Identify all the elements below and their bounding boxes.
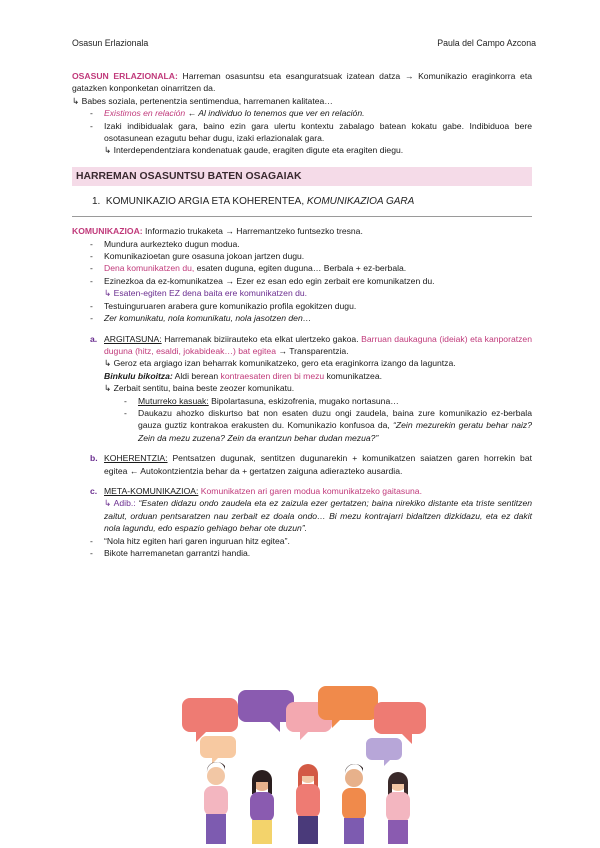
list-item: - Daukazu ahozko diskurtso bat non esaten duzu ongi zaudela, baina zure komunikazio ez-berbala gauza guztiz kontrakoa erakusten du. Komunikazio konfusoa da, “Zein mezurekin geratu behar naiz? Zein da mezu zuzena? Zein da erantzun behar dudan mezua?” <box>72 407 532 444</box>
list-item: - Muturreko kasuak: Bipolartasuna, eskizofrenia, mugako nortasuna… <box>72 395 532 407</box>
list-item: - Zer komunikatu, nola komunikatu, nola jasotzen den… <box>72 312 532 324</box>
list-item: - Testuinguruaren arabera gure komunikazio profila egokitzen dugu. <box>72 300 532 312</box>
list-item: - Komunikazioetan gure osasuna jokoan jartzen dugu. <box>72 250 532 262</box>
speech-bubble-icon <box>374 702 426 744</box>
list-item: - Bikote harremanetan garrantzi handia. <box>72 547 532 559</box>
list-item: - Dena komunikatzen du, esaten duguna, egiten duguna… Berbala + ez-berbala. <box>72 262 532 274</box>
list-item: - Ezinezkoa da ez-komunikatzea → Ezer ez esan edo egin zerbait ere komunikatzen du. ↳ Esaten-egiten EZ dena baita ere komunikatzen du. <box>72 275 532 300</box>
people-talking-illustration <box>176 684 436 844</box>
person-icon <box>250 770 274 844</box>
section-c-list <box>72 535 532 560</box>
section-b: b. KOHERENTZIA: Pentsatzen dugunak, sentitzen dugunarekin + komunikatzen saiatzen garen horrekin bat egitea ← Autokontzientzia behar da + gertatzen zaiguna adierazteko ausardia. <box>90 453 532 476</box>
list-item: - Existimos en relación ← Al individuo lo tenemos que ver en relación. <box>72 107 532 119</box>
intro-list <box>72 107 532 157</box>
person-icon <box>342 764 366 844</box>
section-banner: HARREMAN OSASUNTSU BATEN OSAGAIAK <box>72 167 532 186</box>
intro-definition: Harreman osasuntsu eta esanguratsuak izatean datza → Komunikazio eraginkorra eta gatazken konponketan oinarritzen da. <box>72 71 532 94</box>
header-right: Paula del Campo Azcona <box>437 38 536 48</box>
list-item: - Mundura aurkezteko dugun modua. <box>72 238 532 250</box>
intro-term: OSASUN ERLAZIONALA: <box>72 71 178 81</box>
speech-bubble-icon <box>200 736 236 764</box>
speech-bubble-icon <box>238 690 294 732</box>
document-body <box>72 70 532 559</box>
person-icon <box>204 762 228 844</box>
person-icon <box>296 764 320 844</box>
speech-bubble-icon <box>182 698 238 742</box>
speech-bubble-icon <box>366 738 402 766</box>
header-left: Osasun Erlazionala <box>72 38 149 48</box>
intro-paragraph <box>72 70 532 95</box>
list-item: - “Nola hitz egiten hari garen inguruan hitz egitea”. <box>72 535 532 547</box>
section-a: a. ARGITASUNA: Harremanak biziirauteko eta elkat ulertzeko gakoa. Barruan daukaguna (ideiak) eta kanporatzen duguna (hitz, esaldi, jokabideak…) bat egitea → Transparentzia. ↳ Geroz eta argiago izan beharrak komunikatzeko, gero eta eraginkorra izango da laguntza. Binkulu bikoitza: Aldi berean kontraesaten diren bi mezu komunikatzea. ↳ Zerbait sentitu, baina beste zeozer komunikatu. <box>90 333 532 394</box>
section-a-sublist <box>72 395 532 445</box>
komunikazioa-list <box>72 238 532 325</box>
person-icon <box>386 772 410 844</box>
intro-sub: ↳ Babes soziala, pertenentzia sentimendua, harremanen kalitatea… <box>72 95 333 106</box>
section-c: c. META-KOMUNIKAZIOA: Komunikatzen ari garen modua komunikatzeko gaitasuna. ↳ Adib.: “Esaten didazu ondo zaudela eta ez zaizula ezer gertatzen; baina nirekiko distante eta triste sentitzen zaitut, orduan pentsaratzen nau zerbait ez doala ondo… Bi mezu kontrajarri bidaltzen dizkidazu, eta ez dakit nola lagundu, edo espazio gehiago behar ote duzun”. <box>90 485 532 534</box>
komunikazioa-definition: KOMUNIKAZIOA: Informazio trukaketa → Harremantzeko funtsezko tresna. <box>72 226 363 237</box>
list-item: - Izaki indibidualak gara, baino ezin gara ulertu kontextu zabalago batean kokatu gabe. Indibiduoa bere osotasunean ezagutu behar dugu, izaki erlazionalak gara. ↳ Interdependentziara kondenatuak gaude, eragiten digute eta eragiten diegu. <box>72 120 532 157</box>
numbered-heading: 1. KOMUNIKAZIO ARGIA ETA KOHERENTEA, KOMUNIKAZIOA GARA <box>92 195 415 207</box>
